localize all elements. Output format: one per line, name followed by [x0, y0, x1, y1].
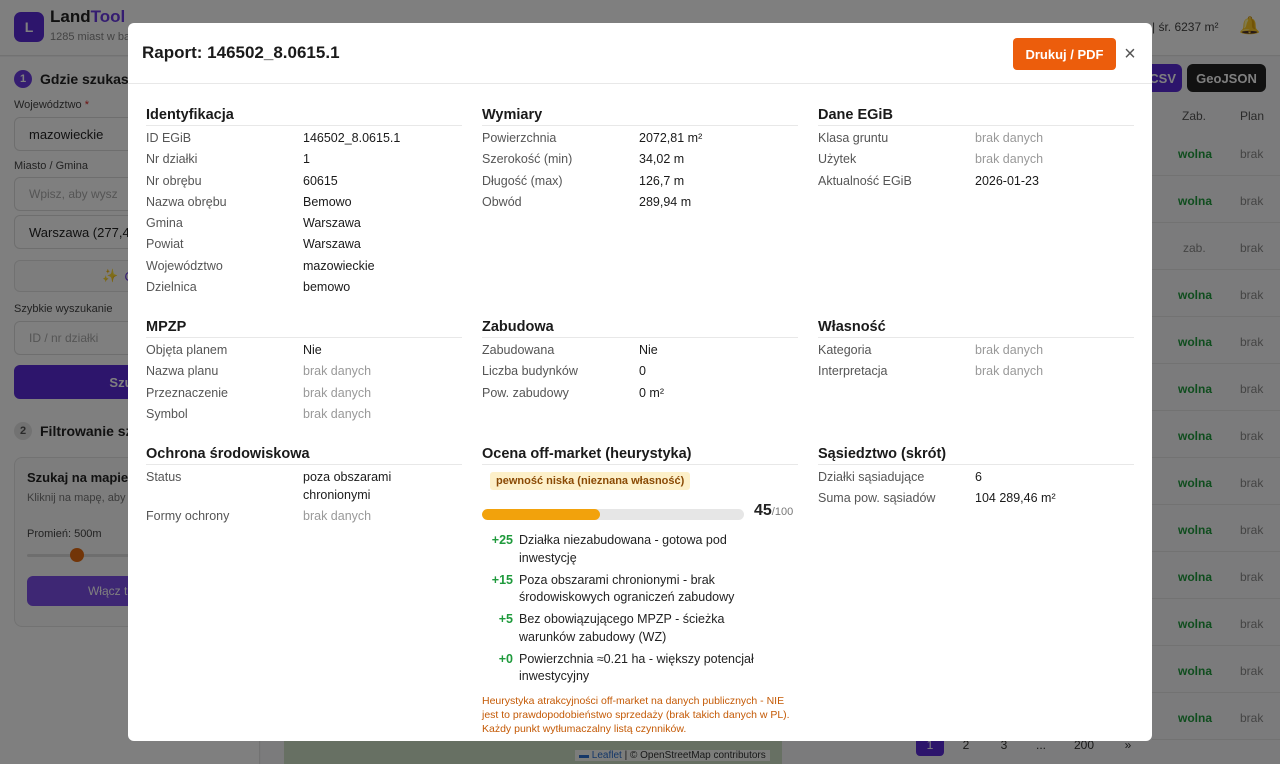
mpzp-value: brak danych [303, 406, 372, 421]
identyfikacja-row [146, 151, 462, 169]
identyfikacja-label: Powiat [146, 237, 184, 252]
egib-label: Aktualność EGiB [818, 173, 912, 188]
sasiedztwo-row [818, 469, 1134, 487]
ocena-title: Ocena off-market (heurystyka) [482, 444, 798, 465]
wymiary-value: 126,7 m [639, 173, 685, 188]
egib-value: 2026-01-23 [975, 173, 1039, 188]
factor-points: +0 [498, 651, 513, 666]
report-modal [128, 23, 1152, 741]
wlasnosc-row [818, 363, 1134, 381]
mpzp-row [146, 385, 462, 403]
mpzp-value: brak danych [303, 385, 372, 400]
ochrona-title: Ochrona środowiskowa [146, 444, 462, 465]
score-row [482, 501, 798, 525]
wlasnosc-title: Własność [818, 317, 1134, 338]
mpzp-row [146, 363, 462, 381]
section-identyfikacja [146, 105, 462, 300]
ochrona-value: brak danych [303, 508, 372, 523]
zabudowa-label: Pow. zabudowy [482, 385, 569, 400]
egib-row [818, 130, 1134, 148]
wlasnosc-row [818, 342, 1134, 360]
wymiary-row [482, 130, 798, 148]
score-factor [482, 611, 798, 646]
mpzp-label: Objęta planem [146, 343, 228, 357]
wymiary-label: Szerokość (min) [482, 152, 573, 167]
egib-row [818, 151, 1134, 169]
egib-label: Klasa gruntu [818, 131, 889, 145]
section-egib [818, 105, 1134, 194]
sasiedztwo-label: Suma pow. sąsiadów [818, 491, 936, 506]
wymiary-label: Obwód [482, 194, 522, 209]
wlasnosc-label: Kategoria [818, 343, 872, 357]
score-factor [482, 651, 798, 686]
egib-title: Dane EGiB [818, 105, 1134, 126]
egib-value: brak danych [975, 131, 1044, 145]
identyfikacja-label: Nr działki [146, 152, 198, 167]
wymiary-row [482, 194, 798, 212]
wymiary-value: 2072,81 m² [639, 131, 703, 145]
egib-value: brak danych [975, 152, 1044, 167]
score-disclaimer: Heurystyka atrakcyjności off-market na danych publicznych - NIE jest to prawdopodobieństwo sprzedaży (brak takich danych w PL). Każdy punkt wytłumaczalny listą czynników. [482, 694, 790, 735]
score-value: 45/100 [754, 502, 794, 519]
identyfikacja-label: Gmina [146, 216, 183, 231]
ochrona-label: Formy ochrony [146, 508, 230, 523]
modal-title: Raport: 146502_8.0615.1 [142, 43, 340, 62]
wymiary-label: Długość (max) [482, 173, 563, 188]
score-bar [482, 509, 744, 520]
mpzp-label: Symbol [146, 406, 188, 421]
ochrona-value: poza obszarami chronionymi [303, 470, 392, 502]
score-factor [482, 532, 798, 567]
egib-label: Użytek [818, 152, 857, 167]
zabudowa-row [482, 363, 798, 381]
identyfikacja-label: ID EGiB [146, 131, 192, 145]
wlasnosc-value: brak danych [975, 343, 1044, 357]
factor-text: Bez obowiązującego MPZP - ścieżka warunków zabudowy (WZ) [519, 612, 725, 644]
identyfikacja-value: Warszawa [303, 237, 361, 252]
section-ocena [482, 444, 798, 736]
wlasnosc-value: brak danych [975, 364, 1044, 379]
section-wlasnosc [818, 317, 1134, 385]
wymiary-value: 289,94 m [639, 194, 692, 209]
wymiary-label: Powierzchnia [482, 131, 557, 145]
zabudowa-value: Nie [639, 343, 658, 357]
factor-points: +5 [498, 612, 513, 626]
ochrona-row [146, 508, 462, 526]
section-ochrona [146, 444, 462, 529]
modal-header [128, 23, 1152, 84]
print-pdf-button[interactable]: Drukuj / PDF [1013, 38, 1116, 70]
section-mpzp [146, 317, 462, 427]
sasiedztwo-label: Działki sąsiadujące [818, 470, 925, 484]
identyfikacja-label: Dzielnica [146, 280, 197, 295]
identyfikacja-row [146, 130, 462, 148]
score-bar-fill [482, 509, 600, 520]
sasiedztwo-title: Sąsiedztwo (skrót) [818, 444, 1134, 465]
mpzp-row [146, 406, 462, 424]
zabudowa-value: 0 m² [639, 385, 664, 400]
mpzp-title: MPZP [146, 317, 462, 338]
ochrona-row [146, 469, 462, 504]
section-wymiary [482, 105, 798, 215]
identyfikacja-value: 146502_8.0615.1 [303, 131, 401, 145]
zabudowa-label: Liczba budynków [482, 364, 578, 379]
identyfikacja-value: mazowieckie [303, 258, 375, 273]
factor-text: Powierzchnia ≈0.21 ha - większy potencjał inwestycyjny [519, 651, 754, 683]
score-factor [482, 572, 798, 607]
mpzp-value: Nie [303, 343, 322, 357]
confidence-badge: pewność niska (nieznana własność) [490, 472, 690, 490]
zabudowa-value: 0 [639, 364, 646, 379]
identyfikacja-value: 60615 [303, 173, 338, 188]
sasiedztwo-value: 6 [975, 470, 982, 484]
identyfikacja-label: Nazwa obrębu [146, 194, 227, 209]
factor-text: Działka niezabudowana - gotowa pod inwestycję [519, 533, 727, 565]
close-icon[interactable]: × [1124, 42, 1136, 65]
zabudowa-row [482, 342, 798, 360]
mpzp-label: Nazwa planu [146, 364, 219, 379]
score-factors [482, 532, 798, 686]
identyfikacja-row [146, 279, 462, 297]
zabudowa-label: Zabudowana [482, 343, 555, 357]
identyfikacja-row [146, 194, 462, 212]
ochrona-label: Status [146, 470, 182, 484]
factor-text: Poza obszarami chronionymi - brak środowiskowych ograniczeń zabudowy [519, 572, 735, 604]
wymiary-value: 34,02 m [639, 152, 685, 167]
identyfikacja-value: bemowo [303, 280, 351, 295]
identyfikacja-row [146, 173, 462, 191]
sasiedztwo-value: 104 289,46 m² [975, 491, 1056, 506]
identyfikacja-value: Warszawa [303, 216, 361, 231]
identyfikacja-label: Województwo [146, 258, 223, 273]
zabudowa-row [482, 385, 798, 403]
mpzp-row [146, 342, 462, 360]
wlasnosc-label: Interpretacja [818, 364, 888, 379]
identyfikacja-row [146, 258, 462, 276]
section-sasiedztwo [818, 444, 1134, 512]
egib-row [818, 173, 1134, 191]
mpzp-label: Przeznaczenie [146, 385, 228, 400]
identyfikacja-title: Identyfikacja [146, 105, 462, 126]
zabudowa-title: Zabudowa [482, 317, 798, 338]
identyfikacja-row [146, 236, 462, 254]
identyfikacja-row [146, 215, 462, 233]
identyfikacja-label: Nr obrębu [146, 173, 202, 188]
sasiedztwo-row [818, 490, 1134, 508]
wymiary-row [482, 173, 798, 191]
wymiary-row [482, 151, 798, 169]
factor-points: +25 [491, 533, 513, 547]
factor-points: +15 [491, 572, 513, 587]
identyfikacja-value: 1 [303, 152, 310, 167]
mpzp-value: brak danych [303, 364, 372, 379]
identyfikacja-value: Bemowo [303, 194, 352, 209]
wymiary-title: Wymiary [482, 105, 798, 126]
section-zabudowa [482, 317, 798, 406]
